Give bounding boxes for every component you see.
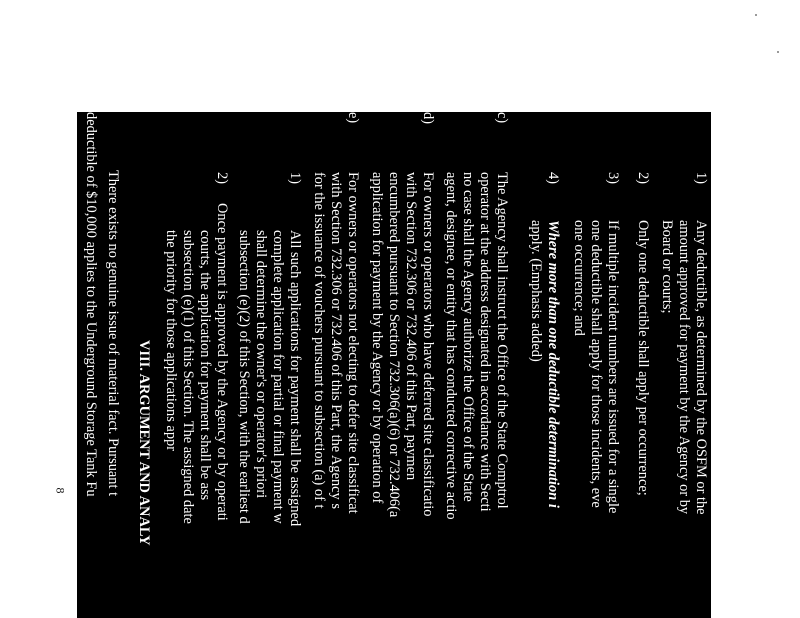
item-text-line: one occurrence; and xyxy=(571,220,587,336)
body-text-line: deductible of $10,000 applies to the Underground Storage Tank Fu xyxy=(83,112,99,497)
item-number: 1) xyxy=(693,172,709,184)
subsection-text-line: All such applications for payment shall be assigned xyxy=(287,230,303,527)
subsection-text-line: Once payment is approved by the Agency or by operati xyxy=(214,203,230,521)
item-number: 3) xyxy=(605,172,621,184)
scan-speck xyxy=(755,14,757,16)
item-text-line: Any deductible, as determined by the OSFM or the xyxy=(693,220,709,515)
item-text-line: apply. (Emphasis added) xyxy=(528,220,544,362)
item-text-line: If multiple incident numbers are issued for a single xyxy=(605,220,621,514)
scan-speck xyxy=(777,51,779,53)
body-text-line: There exists no genuine issue of material fact. Pursuant t xyxy=(105,170,121,497)
item-text-line: one deductible shall apply for those incidents, eve xyxy=(588,220,604,508)
item-text-line: Only one deductible shall apply per occurrence; xyxy=(635,220,651,496)
subsection-text-line: courts, the application for payment shall be ass xyxy=(197,230,213,501)
paragraph-text-line: for the issuance of vouchers pursuant to subsection (a) of t xyxy=(311,172,327,509)
subsection-text-line: complete application for partial or final payment w xyxy=(270,230,286,524)
paragraph-text-line: For owners or operators not electing to defer site classificat xyxy=(345,172,361,514)
paragraph-text-line: The Agency shall instruct the Office of the State Comptrol xyxy=(494,172,510,509)
paragraph-text-line: no case shall the Agency authorize the Office of the State xyxy=(460,172,476,502)
paragraph-label: e) xyxy=(345,112,361,124)
subsection-number: 2) xyxy=(214,172,230,184)
section-heading: VIII. ARGUMENT AND ANALY xyxy=(136,340,152,546)
paragraph-text-line: operator at the address designated in accordance with Secti xyxy=(477,172,493,512)
paragraph-text-line: For owners or operators who have deferred site classificatio xyxy=(420,172,436,517)
item-text-line: Where more than one deductible determination i xyxy=(545,220,561,508)
subsection-text-line: the priority for those applications appr xyxy=(163,230,179,451)
item-text-line: amount approved for payment by the Agency or by xyxy=(676,220,692,515)
paragraph-text-line: encumbered pursuant to Section 732.306(a)(6) or 732.406(a xyxy=(386,172,402,518)
subsection-text-line: shall determine the owner's or operator's priori xyxy=(253,230,269,499)
subsection-text-line: subsection (e)(2) of this Section, with the earliest d xyxy=(236,230,252,524)
item-number: 4) xyxy=(545,172,561,184)
paragraph-text-line: agent, designee, or entity that has conducted corrective actio xyxy=(443,172,459,520)
page-number: 8 xyxy=(53,487,68,494)
item-number: 2) xyxy=(635,172,651,184)
paragraph-text-line: with Section 732.306 or 732.406 of this Part, paymen xyxy=(403,172,419,481)
subsection-text-line: subsection (e)(1) of this Section. The assigned date xyxy=(180,230,196,524)
paragraph-text-line: application for payment by the Agency or by operation of xyxy=(369,172,385,504)
paragraph-label: d) xyxy=(420,112,436,124)
rotated-text-block xyxy=(77,112,711,618)
paragraph-text-line: with Section 732.306 or 732.406 of this Part, the Agency s xyxy=(328,172,344,509)
paragraph-label: c) xyxy=(494,112,510,124)
inverted-document-page xyxy=(77,112,711,618)
item-text-line: Board or courts; xyxy=(659,220,675,314)
subsection-number: 1) xyxy=(287,172,303,184)
